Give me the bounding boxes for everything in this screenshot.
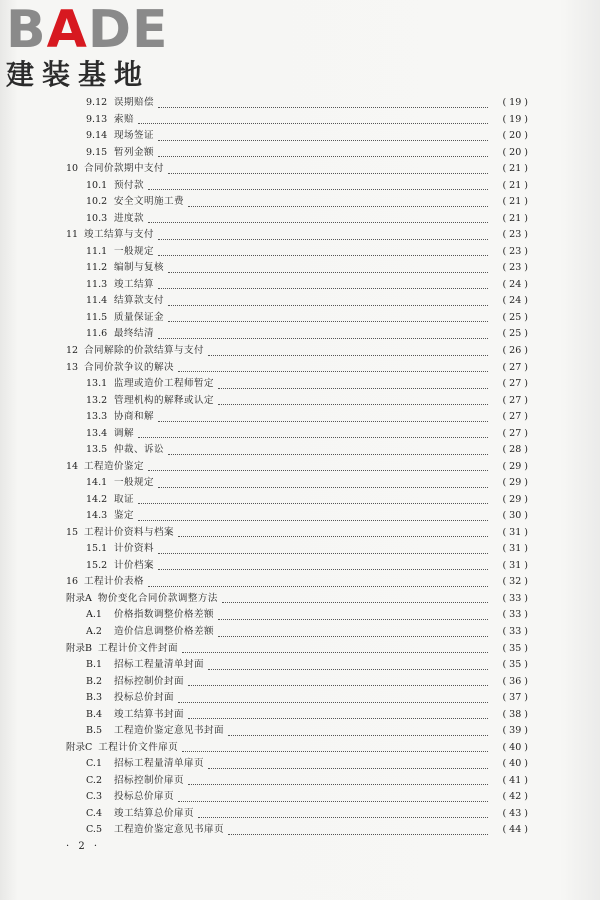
toc-dot-leader xyxy=(218,380,488,389)
toc-entry-number: C.3 xyxy=(86,791,102,803)
toc-entry-number: 12 xyxy=(66,345,79,356)
toc-entry-title: 管理机构的解释或认定 xyxy=(114,394,215,406)
toc-entry[interactable] xyxy=(86,443,528,457)
toc-dot-leader xyxy=(218,628,488,637)
toc-entry-number: 16 xyxy=(66,576,79,588)
toc-dot-leader xyxy=(138,115,488,124)
toc-entry[interactable] xyxy=(86,823,528,837)
toc-entry-number: 附录A xyxy=(66,592,92,604)
toc-entry-page: ( 32 ) xyxy=(502,576,528,588)
toc-entry-title: 合同价款期中支付 xyxy=(84,163,165,175)
toc-entry-number: 11.1 xyxy=(86,245,108,257)
toc-entry[interactable] xyxy=(86,493,528,507)
toc-entry-title: 安全文明施工费 xyxy=(114,196,185,208)
toc-entry[interactable] xyxy=(86,542,528,556)
toc-entry[interactable] xyxy=(66,592,528,606)
toc-entry-page: ( 21 ) xyxy=(502,212,528,224)
toc-entry-title: 招标控制价封面 xyxy=(114,675,185,687)
toc-dot-leader xyxy=(158,280,488,289)
toc-entry-title: 现场签证 xyxy=(114,130,155,142)
toc-entry[interactable] xyxy=(86,311,528,325)
toc-entry-title: 招标工程量清单扉页 xyxy=(114,758,205,770)
toc-entry-number: B.4 xyxy=(86,708,103,720)
toc-entry-number: 15.1 xyxy=(86,543,108,555)
toc-entry[interactable] xyxy=(66,526,528,540)
toc-dot-leader xyxy=(178,528,488,537)
toc-entry[interactable] xyxy=(86,724,528,738)
toc-entry[interactable] xyxy=(86,476,528,490)
toc-dot-leader xyxy=(168,446,488,455)
toc-entry-title: 招标控制价扉页 xyxy=(114,774,185,786)
toc-entry[interactable] xyxy=(86,658,528,672)
toc-dot-leader xyxy=(158,545,488,554)
toc-dot-leader xyxy=(148,578,488,587)
toc-dot-leader xyxy=(218,396,488,405)
toc-entry-number: 13.1 xyxy=(86,378,108,389)
logo-letters-post: DE xyxy=(87,0,169,60)
bade-logo xyxy=(6,2,181,94)
toc-entry-page: ( 24 ) xyxy=(502,295,528,307)
toc-entry-title: 结算款支付 xyxy=(114,295,165,307)
toc-entry-title: 计价档案 xyxy=(114,559,155,571)
toc-entry[interactable] xyxy=(66,575,528,589)
toc-entry-page: ( 41 ) xyxy=(502,774,528,786)
toc-entry-title: 造价信息调整价格差额 xyxy=(114,626,215,637)
toc-entry[interactable] xyxy=(86,129,528,143)
toc-dot-leader xyxy=(148,462,488,471)
toc-entry-page: ( 37 ) xyxy=(502,692,528,704)
toc-entry-number: 11.2 xyxy=(86,262,108,274)
toc-entry-number: 13.4 xyxy=(86,427,108,439)
toc-entry-page: ( 42 ) xyxy=(502,791,528,803)
toc-entry[interactable] xyxy=(86,807,528,821)
toc-entry-title: 价格指数调整价格差额 xyxy=(114,609,215,621)
toc-entry[interactable] xyxy=(86,774,528,788)
toc-dot-leader xyxy=(168,264,488,273)
toc-entry-title: 竣工结算 xyxy=(114,278,155,290)
toc-entry-title: 编制与复核 xyxy=(114,262,165,274)
toc-entry-title: 工程计价资料与档案 xyxy=(84,526,175,538)
toc-entry-page: ( 20 ) xyxy=(502,130,528,142)
toc-entry-title: 投标总价封面 xyxy=(114,692,175,704)
logo-wordmark xyxy=(6,2,181,58)
toc-entry[interactable] xyxy=(86,113,528,127)
toc-entry-page: ( 23 ) xyxy=(502,245,528,257)
toc-entry-title: 预付款 xyxy=(114,179,145,191)
toc-dot-leader xyxy=(182,743,488,752)
toc-entry-page: ( 43 ) xyxy=(502,807,528,819)
toc-entry-number: 10.3 xyxy=(86,212,108,224)
toc-entry[interactable] xyxy=(86,608,528,622)
toc-entry-page: ( 21 ) xyxy=(502,196,528,208)
toc-dot-leader xyxy=(168,313,488,322)
toc-entry[interactable] xyxy=(66,460,528,474)
toc-entry-page: ( 25 ) xyxy=(502,311,528,323)
toc-entry-number: C.4 xyxy=(86,807,102,819)
toc-entry-page: ( 28 ) xyxy=(502,444,528,456)
toc-entry[interactable] xyxy=(66,642,528,656)
toc-entry[interactable] xyxy=(86,179,528,193)
toc-dot-leader xyxy=(158,148,488,157)
toc-entry-page: ( 29 ) xyxy=(502,477,528,489)
toc-entry-number: 11.4 xyxy=(86,295,108,307)
toc-dot-leader xyxy=(208,347,488,356)
toc-entry-page: ( 27 ) xyxy=(502,411,528,423)
toc-entry-page: ( 20 ) xyxy=(502,146,528,158)
toc-entry-title: 工程计价文件扉页 xyxy=(98,741,179,753)
toc-entry-page: ( 31 ) xyxy=(502,526,528,538)
toc-entry-page: ( 33 ) xyxy=(502,609,528,621)
toc-dot-leader xyxy=(188,677,488,686)
toc-entry[interactable] xyxy=(86,377,528,391)
toc-entry[interactable] xyxy=(86,245,528,259)
toc-entry-title: 误期赔偿 xyxy=(114,97,155,108)
toc-entry-page: ( 29 ) xyxy=(502,493,528,505)
toc-entry-number: B.3 xyxy=(86,692,103,704)
toc-entry[interactable] xyxy=(86,394,528,408)
toc-entry-number: 10.1 xyxy=(86,179,108,191)
toc-dot-leader xyxy=(208,661,488,670)
toc-dot-leader xyxy=(148,214,488,223)
toc-entry-title: 投标总价扉页 xyxy=(114,791,175,803)
toc-entry-number: A.1 xyxy=(86,609,102,621)
toc-dot-leader xyxy=(138,495,488,504)
toc-dot-leader xyxy=(178,694,488,703)
toc-entry-number: 14.3 xyxy=(86,510,108,522)
toc-entry[interactable] xyxy=(66,361,528,375)
toc-dot-leader xyxy=(228,826,488,835)
toc-entry-number: 9.12 xyxy=(86,97,108,108)
toc-entry-number: C.5 xyxy=(86,824,102,836)
toc-dot-leader xyxy=(178,363,488,372)
toc-entry-number: 10.2 xyxy=(86,196,108,208)
toc-entry-title: 合同价款争议的解决 xyxy=(84,361,175,373)
toc-entry-title: 一般规定 xyxy=(114,245,155,257)
toc-entry-page: ( 35 ) xyxy=(502,659,528,670)
toc-entry[interactable] xyxy=(86,327,528,341)
toc-entry[interactable] xyxy=(86,625,528,639)
toc-entry-page: ( 19 ) xyxy=(502,113,528,125)
toc-entry-number: C.2 xyxy=(86,774,102,786)
toc-entry-number: B.2 xyxy=(86,675,103,687)
toc-entry-number: A.2 xyxy=(86,626,102,637)
toc-entry[interactable] xyxy=(86,790,528,804)
toc-dot-leader xyxy=(188,198,488,207)
toc-dot-leader xyxy=(188,710,488,719)
toc-entry-number: 14.1 xyxy=(86,477,108,489)
toc-entry[interactable] xyxy=(86,427,528,441)
toc-entry-title: 合同解除的价款结算与支付 xyxy=(84,345,205,356)
toc-entry-number: 9.14 xyxy=(86,130,108,142)
toc-dot-leader xyxy=(158,413,488,422)
toc-dot-leader xyxy=(228,727,488,736)
toc-entry[interactable] xyxy=(86,212,528,226)
toc-entry-page: ( 27 ) xyxy=(502,361,528,373)
toc-entry-page: ( 40 ) xyxy=(502,741,528,753)
toc-entry-number: 15.2 xyxy=(86,559,108,571)
toc-entry-number: 13 xyxy=(66,361,79,373)
toc-entry-page: ( 25 ) xyxy=(502,328,528,340)
toc-entry-page: ( 27 ) xyxy=(502,427,528,439)
toc-entry-number: 11.5 xyxy=(86,311,108,323)
toc-dot-leader xyxy=(158,330,488,339)
toc-entry-page: ( 19 ) xyxy=(502,97,528,108)
toc-entry-page: ( 27 ) xyxy=(502,394,528,406)
toc-entry-title: 工程造价鉴定意见书封面 xyxy=(114,725,225,737)
toc-entry-page: ( 23 ) xyxy=(502,262,528,274)
toc-dot-leader xyxy=(188,776,488,785)
toc-dot-leader xyxy=(158,561,488,570)
toc-entry[interactable] xyxy=(86,691,528,705)
toc-entry[interactable] xyxy=(86,410,528,424)
toc-entry[interactable] xyxy=(66,344,528,358)
toc-entry-number: 14.2 xyxy=(86,493,108,505)
toc-entry[interactable] xyxy=(86,509,528,523)
toc-entry-title: 工程计价文件封面 xyxy=(97,642,178,654)
toc-entry-number: 10 xyxy=(66,163,79,175)
toc-entry-page: ( 33 ) xyxy=(502,592,528,604)
toc-entry-page: ( 40 ) xyxy=(502,758,528,770)
toc-entry-number: 11.3 xyxy=(86,278,108,290)
toc-entry-title: 取证 xyxy=(114,493,135,505)
toc-entry[interactable] xyxy=(66,162,528,176)
toc-entry-title: 暂列金额 xyxy=(114,146,155,158)
toc-entry-title: 索赔 xyxy=(114,113,135,125)
toc-entry-title: 工程造价鉴定 xyxy=(84,460,145,472)
toc-entry-number: 附录B xyxy=(66,642,92,654)
toc-entry-number: B.5 xyxy=(86,725,103,737)
toc-entry[interactable] xyxy=(66,228,528,242)
toc-entry-page: ( 31 ) xyxy=(502,559,528,571)
toc-entry-page: ( 39 ) xyxy=(502,725,528,737)
toc-entry[interactable] xyxy=(86,96,528,110)
toc-entry-title: 工程计价表格 xyxy=(84,576,145,588)
toc-entry-number: B.1 xyxy=(86,659,103,670)
toc-dot-leader xyxy=(168,297,488,306)
toc-entry-number: 13.5 xyxy=(86,444,108,456)
toc-entry-page: ( 29 ) xyxy=(502,460,528,472)
toc-dot-leader xyxy=(138,429,488,438)
toc-entry[interactable] xyxy=(66,741,528,755)
logo-letters-pre: B xyxy=(6,0,47,60)
toc-entry-page: ( 35 ) xyxy=(502,642,528,654)
toc-entry-title: 招标工程量清单封面 xyxy=(114,659,205,670)
toc-entry[interactable] xyxy=(86,146,528,160)
toc-dot-leader xyxy=(158,479,488,488)
toc-entry[interactable] xyxy=(86,278,528,292)
toc-dot-leader xyxy=(198,809,488,818)
page-number: · 2 · xyxy=(66,841,101,852)
toc-entry-number: 11.6 xyxy=(86,328,108,340)
toc-entry-title: 计价资料 xyxy=(114,543,155,555)
toc-entry[interactable] xyxy=(86,757,528,771)
toc-entry-number: 13.3 xyxy=(86,411,108,423)
toc-entry-page: ( 26 ) xyxy=(502,345,528,356)
toc-dot-leader xyxy=(182,644,488,653)
toc-dot-leader xyxy=(208,760,488,769)
toc-dot-leader xyxy=(138,512,488,521)
toc-entry-number: C.1 xyxy=(86,758,102,770)
toc-entry-page: ( 33 ) xyxy=(502,626,528,637)
toc-entry-page: ( 24 ) xyxy=(502,278,528,290)
toc-entry-page: ( 31 ) xyxy=(502,543,528,555)
toc-entry-title: 质量保证金 xyxy=(114,311,165,323)
toc-entry-page: ( 36 ) xyxy=(502,675,528,687)
toc-entry-page: ( 27 ) xyxy=(502,378,528,389)
toc-entry-title: 调解 xyxy=(114,427,135,439)
toc-entry[interactable] xyxy=(86,675,528,689)
toc-entry-number: 附录C xyxy=(66,741,93,753)
toc-entry-title: 仲裁、诉讼 xyxy=(114,444,165,456)
toc-entry-title: 工程造价鉴定意见书扉页 xyxy=(114,824,225,836)
toc-entry-title: 进度款 xyxy=(114,212,145,224)
toc-entry-number: 9.15 xyxy=(86,146,108,158)
toc-entry-number: 13.2 xyxy=(86,394,108,406)
toc-entry-title: 竣工结算与支付 xyxy=(84,229,155,241)
toc-dot-leader xyxy=(158,99,488,108)
toc-entry-page: ( 21 ) xyxy=(502,179,528,191)
toc-entry-number: 15 xyxy=(66,526,79,538)
toc-dot-leader xyxy=(222,594,488,603)
toc-entry-title: 监理或造价工程师暂定 xyxy=(114,378,215,389)
toc-entry-number: 11 xyxy=(66,229,79,241)
toc-entry-page: ( 44 ) xyxy=(502,824,528,836)
logo-letter-mark: A xyxy=(46,0,88,60)
toc-dot-leader xyxy=(158,247,488,256)
toc-entry-title: 竣工结算总价扉页 xyxy=(114,807,195,819)
toc-entry-page: ( 21 ) xyxy=(502,163,528,175)
toc-entry-title: 协商和解 xyxy=(114,411,155,423)
logo-subtitle: 建装基地 xyxy=(6,58,151,91)
toc-entry[interactable] xyxy=(86,294,528,308)
toc-entry-number: 14 xyxy=(66,460,79,472)
toc-entry[interactable] xyxy=(86,261,528,275)
toc-dot-leader xyxy=(148,181,488,190)
toc-entry[interactable] xyxy=(86,559,528,573)
toc-entry-number: 9.13 xyxy=(86,113,108,125)
toc-entry-title: 一般规定 xyxy=(114,477,155,489)
toc-entry-title: 鉴定 xyxy=(114,510,135,522)
toc-entry-title: 物价变化合同价款调整方法 xyxy=(97,592,218,604)
toc-dot-leader xyxy=(158,132,488,141)
toc-entry[interactable] xyxy=(86,195,528,209)
toc-entry-title: 最终结清 xyxy=(114,328,155,340)
toc-dot-leader xyxy=(158,231,488,240)
toc-dot-leader xyxy=(178,793,488,802)
toc-entry-page: ( 38 ) xyxy=(502,708,528,720)
toc-entry[interactable] xyxy=(86,708,528,722)
toc-entry-page: ( 30 ) xyxy=(502,510,528,522)
toc-dot-leader xyxy=(218,611,488,620)
toc-dot-leader xyxy=(168,165,488,174)
toc-entry-title: 竣工结算书封面 xyxy=(114,708,185,720)
toc-entry-page: ( 23 ) xyxy=(502,229,528,241)
